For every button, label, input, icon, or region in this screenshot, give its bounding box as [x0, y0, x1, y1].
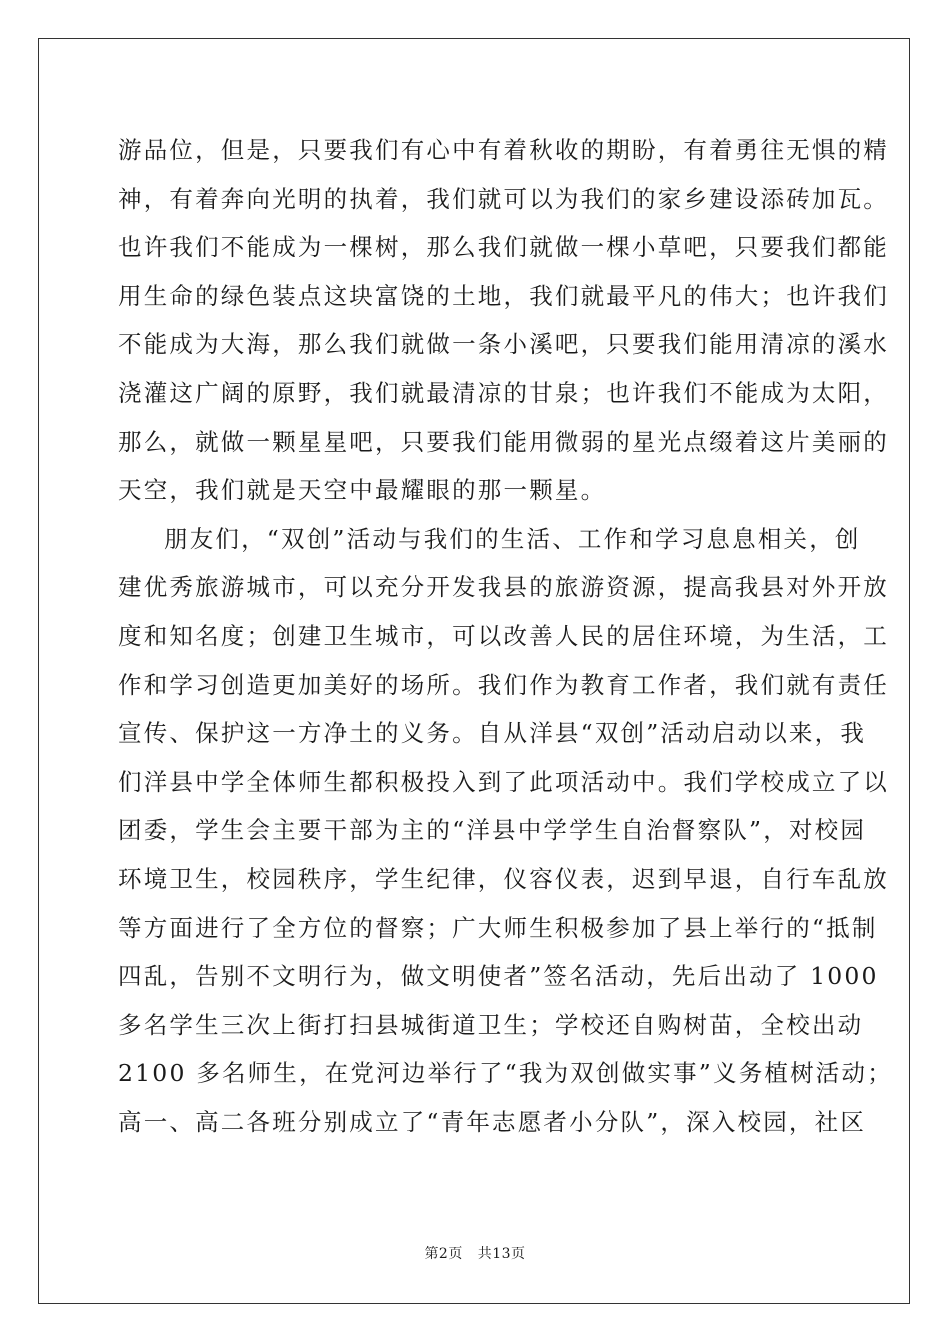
document-body: [118, 126, 893, 1146]
text-line: 用生命的绿色装点这块富饶的土地，我们就最平凡的伟大；也许我们: [118, 281, 889, 310]
text-line: 环境卫生，校园秩序，学生纪律，仪容仪表，迟到早退，自行车乱放: [118, 864, 889, 893]
text-line: 多名学生三次上街打扫县城街道卫生；学校还自购树苗，全校出动: [118, 1010, 864, 1039]
text-line: 神，有着奔向光明的执着，我们就可以为我们的家乡建设添砖加瓦。: [118, 184, 889, 213]
text-line: 高一、高二各班分别成立了“青年志愿者小分队”，深入校园，社区: [118, 1107, 867, 1136]
text-line: 那么，就做一颗星星吧，只要我们能用微弱的星光点缀着这片美丽的: [118, 427, 889, 456]
text-line: 度和知名度；创建卫生城市，可以改善人民的居住环境，为生活，工: [118, 621, 889, 650]
text-line: 团委，学生会主要干部为主的“洋县中学学生自治督察队”，对校园: [118, 816, 867, 845]
text-line: 四乱，告别不文明行为，做文明使者”签名活动，先后出动了 1000: [118, 962, 879, 991]
text-line: 等方面进行了全方位的督察；广大师生积极参加了县上举行的“抵制: [118, 913, 878, 942]
paragraph-start-line: 朋友们，“双创”活动与我们的生活、工作和学习息息相关，创: [164, 524, 861, 553]
text-line: 不能成为大海，那么我们就做一条小溪吧，只要我们能用清凉的溪水: [118, 330, 889, 359]
text-line: 宣传、保护这一方净土的义务。自从洋县“双创”活动启动以来，我: [118, 719, 867, 748]
text-line: 游品位，但是，只要我们有心中有着秋收的期盼，有着勇往无惧的精: [118, 136, 889, 164]
text-line: 浇灌这广阔的原野，我们就最清凉的甘泉；也许我们不能成为太阳，: [118, 378, 889, 407]
text-line: 建优秀旅游城市，可以充分开发我县的旅游资源，提高我县对外开放: [118, 573, 889, 602]
text-line: 作和学习创造更加美好的场所。我们作为教育工作者，我们就有责任: [118, 670, 889, 699]
text-line: 也许我们不能成为一棵树，那么我们就做一棵小草吧，只要我们都能: [118, 233, 889, 262]
page-footer: [0, 1243, 950, 1263]
page-number: 第2页: [424, 1246, 463, 1262]
page-total: 共13页: [477, 1246, 526, 1262]
text-line: 2100 多名师生，在党河边举行了“我为双创做实事”义务植树活动；: [118, 1059, 893, 1088]
text-line: 们洋县中学全体师生都积极投入到了此项活动中。我们学校成立了以: [118, 767, 889, 796]
text-line: 天空，我们就是天空中最耀眼的那一颗星。: [118, 476, 607, 505]
